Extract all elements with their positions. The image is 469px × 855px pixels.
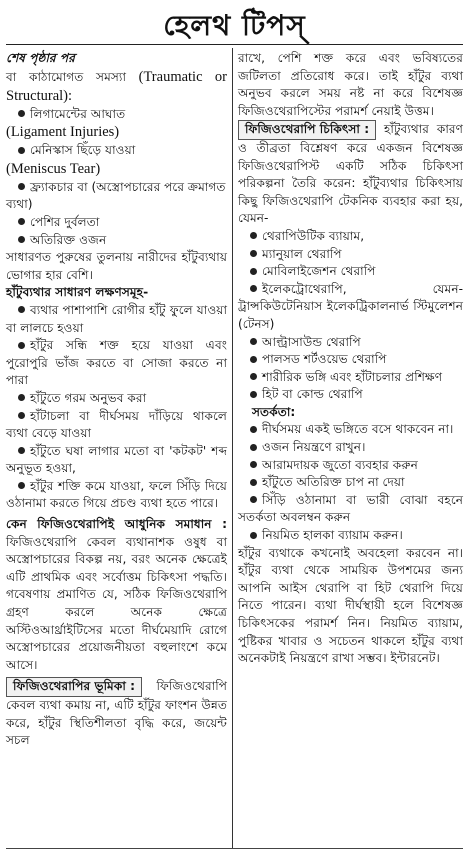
bullet-icon [18,394,25,401]
right-column [238,50,463,668]
technique-item: মোবিলাইজেশন থেরাপি [262,264,376,279]
fracture-item: ফ্র্যাকচার বা (অস্ত্রোপচারের পরে ক্রমাগত ব্যথা) [6,179,226,212]
bullet-icon [18,183,25,190]
why-heading: কেন ফিজিওথেরাপিই আধুনিক সমাধান : [6,517,227,532]
left-column [6,50,227,750]
bullet-icon [250,250,257,257]
caution-item: হাঁটুতে অতিরিক্ত চাপ না দেয়া [262,475,405,490]
role-heading: ফিজিওথেরাপির ভূমিকা : [6,677,142,697]
weight-item: অতিরিক্ত ওজন [30,232,107,247]
bullet-icon [250,268,257,275]
meniscus-english: (Meniscus Tear) [6,160,101,177]
column-divider [232,48,233,848]
bullet-icon [18,482,25,489]
bullet-icon [250,232,257,239]
bullet-icon [18,147,25,154]
technique-item: ম্যানুয়াল থেরাপি [262,246,342,261]
caution-heading: সতর্কতা: [252,404,296,419]
ligament-english: (Ligament Injuries) [6,124,120,141]
bullet-icon [250,391,257,398]
technique-item: আল্ট্রাসাউন্ড থেরাপি [262,334,361,349]
bullet-icon [18,342,25,349]
bullet-icon [250,426,257,433]
technique-item: পালসড শর্টওয়েভ থেরাপি [262,352,387,367]
symptom-item: হাঁটুর সন্ধি শক্ত হয়ে যাওয়া এবং পুরোপুরি ভাঁজ করতে বা সোজা করতে না পারা [6,338,227,388]
women-note: সাধারণত পুরুষের তুলনায় নারীদের হাঁটুব্যথায় ভোগার হার বেশি। [6,250,227,282]
symptom-item: হাঁটাচলা বা দীর্ঘসময় দাঁড়িয়ে থাকলে ব্যথা বেড়ে যাওয়া [6,408,227,441]
treatment-heading: ফিজিওথেরাপি চিকিৎসা : [238,120,376,140]
bullet-icon [250,373,257,380]
bullet-icon [18,218,25,225]
muscle-item: পেশির দুর্বলতা [30,214,100,229]
continuation-text: রাখে, পেশি শক্ত করে এবং ভবিষ্যতের জটিলতা প্রতিরোধ করে। তাই হাঁটুর ব্যথা অনুভব করলে সময় নষ্ট না করে বিশেষজ্ঞ ফিজিওথেরাপিস্টের পরামর্শ নেয়াই উত্তম। [238,51,463,118]
symptom-item: হাঁটুতে গরম অনুভব করা [30,390,147,405]
technique-item: শারীরিক ভঙ্গি এবং হাঁটাচলার প্রশিক্ষণ [262,369,443,384]
caution-item: সিঁড়ি ওঠানামা বা ভারী বোঝা বহনে সতর্কতা অবলম্বন করুন [238,492,463,525]
bullet-icon [18,306,25,313]
symptoms-heading: হাঁটুব্যথার সাধারণ লক্ষণসমূহ- [6,285,149,300]
symptom-item: হাঁটুর শক্তি কমে যাওয়া, ফলে সিঁড়ি দিয়ে ওঠানামা করতে গিয়ে প্রচণ্ড ব্যথা হতে পারে। [6,478,227,511]
bullet-icon [18,447,25,454]
intro-english: (Traumatic or Structural): [6,68,227,104]
closing-text: হাঁটুর ব্যথাকে কখনোই অবহেলা করবেন না। হাঁটুর ব্যথা থেকে সাময়িক উপশমের জন্য আপনি আইস থেরাপি বা হিট থেরাপি দিয়ে নিতে পারেন। ব্যথা দীর্ঘস্থায়ী হলে বিশেষজ্ঞ চিকিৎসকের পরামর্শ নিন। নিয়মিত ব্যায়াম, পুষ্টিকর খাবার ও সচেতন থাকলে হাঁটুর ব্যথা অনেকটাই নিয়ন্ত্রণে রাখা সম্ভব। ইন্টারনেট। [238,545,463,666]
technique-item: ইলেকট্রোথেরাপি, যেমন- ট্রান্সকিউটেনিয়াস ইলেকট্রিকালনার্ভ স্টিমুলেশন (টেনস) [238,281,463,331]
why-body: ফিজিওথেরাপি কেবল ব্যথানাশক ওষুধ বা অস্ত্রোপচারের বিকল্প নয়, বরং অনেক ক্ষেত্রেই এটি প্রাথমিক এবং সর্বোত্তম চিকিৎসা পদ্ধতি। গবেষণায় প্রমাণিত যে, সঠিক ফিজিওথেরাপি গ্রহণ করলে অনেক ক্ষেত্রে অস্টিওআর্থ্রাইটিসের মতো দীর্ঘমেয়াদি রোগে অস্ত্রোপচারের প্রয়োজনীয়তা বহুলাংশে কমে আসে। [6,534,227,672]
technique-item: হিট বা কোল্ড থেরাপি [262,387,363,402]
ligament-item: লিগামেন্টের আঘাত [30,106,126,121]
bullet-icon [250,285,257,292]
caution-item: আরামদায়ক জুতো ব্যবহার করুন [262,457,418,472]
role-body: ফিজিওথেরাপি কেবল ব্যথা কমায় না, এটি হাঁটুর ফাংশন উন্নত করে, হাঁটুর স্থিতিশীলতা বৃদ্ধি করে, জয়েন্ট সচল [6,679,227,748]
bullet-icon [250,479,257,486]
intro-line: বা কাঠামোগত সমস্যা [6,69,126,84]
symptom-item: ব্যথার পাশাপাশি রোগীর হাঁটু ফুলে যাওয়া বা লালচে হওয়া [6,302,227,335]
bullet-icon [250,444,257,451]
page-title: হেলথ টিপস্ [163,9,306,42]
title-rule [6,44,463,45]
treatment-body: হাঁটুব্যথার কারণ ও তীব্রতা বিশ্লেষণ করে একজন বিশেষজ্ঞ ফিজিওথেরাপিস্ট একটি সঠিক চিকিৎসা পরিকল্পনা তৈরি করেন: হাঁটুব্যথার চিকিৎসায় কিছু ফিজিওথেরাপি টেকনিক ব্যবহার করা হয়, যেমন- [238,122,463,226]
continued-label: শেষ পৃষ্ঠার পর [6,51,75,65]
bullet-icon [250,532,257,539]
bullet-icon [250,356,257,363]
bullet-icon [18,110,25,117]
bullet-icon [250,496,257,503]
caution-item: দীর্ঘসময় একই ভঙ্গিতে বসে থাকবেন না। [262,422,454,437]
meniscus-item: মেনিস্কাস ছিঁড়ে যাওয়া [30,143,136,158]
symptom-item: হাঁটুতে ঘষা লাগার মতো বা 'কটকট' শব্দ অনুভূত হওয়া, [6,443,227,476]
bottom-rule [6,848,463,849]
bullet-icon [18,236,25,243]
caution-item: নিয়মিত হালকা ব্যায়াম করুন। [262,528,403,543]
bullet-icon [18,412,25,419]
caution-item: ওজন নিয়ন্ত্রণে রাখুন। [262,440,366,455]
bullet-icon [250,338,257,345]
bullet-icon [250,461,257,468]
technique-item: থেরাপিউটিক ব্যায়াম, [262,228,365,243]
